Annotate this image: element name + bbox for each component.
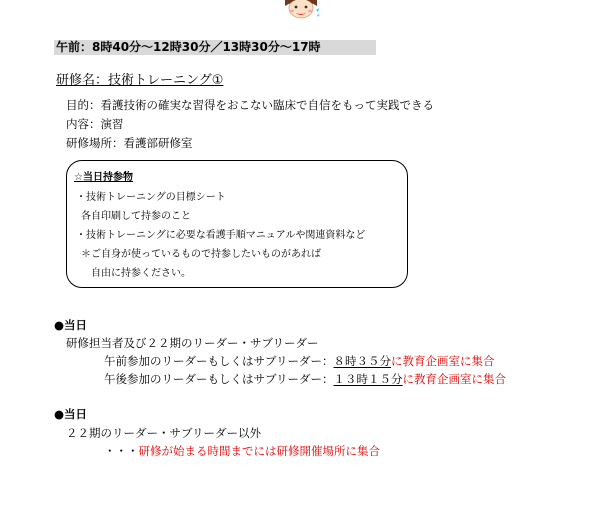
bring-item-line: 各自印刷して持参のこと [81,211,191,222]
am-leader-time: ８時３５分 [333,354,392,368]
pm-leader-place: に教育企画室に集合 [402,372,507,386]
training-title-text: 研修名：技術トレーニング① [56,73,224,88]
am-leader-line [104,353,495,369]
bring-item-line: ＊ご自身が使っているもので持参したいものがあれば [81,249,321,260]
day-section-2-subject: ２２期のリーダー・サブリーダー以外 [66,426,262,440]
am-leader-prefix: 午前参加のリーダーもしくはサブリーダー： [104,354,334,368]
instruction-text: 研修が始まる時間までには研修開催場所に集合 [138,444,380,458]
bring-item-line: ・技術トレーニングの目標シート [76,192,226,203]
time-range-banner: 午前：8時40分～12時30分／13時30分～17時 [54,40,376,55]
am-leader-place: に教育企画室に集合 [391,354,495,368]
day-section-2-heading: ●当日 [54,407,88,421]
training-content: 内容：演習 [66,117,124,131]
bring-item-line: ・技術トレーニングに必要な看護手順マニュアルや関連資料など [76,230,366,241]
day-section-1-subject: 研修担当者及び２２期のリーダー・サブリーダー [66,336,319,350]
training-purpose: 目的：看護技術の確実な習得をおこない臨床で自信をもって実践できる [66,98,434,112]
bring-item-line: 自由に持参ください。 [91,268,191,279]
nurse-face-icon [281,0,321,20]
day-section-1-heading: ●当日 [54,318,88,332]
pm-leader-prefix: 午後参加のリーダーもしくはサブリーダー： [104,372,334,386]
instruction-prefix: ・・・ [104,444,139,458]
bring-items-heading: ☆当日持参物 [74,172,133,183]
training-location: 研修場所：看護部研修室 [66,136,193,150]
day-section-2-instruction-line [104,443,380,459]
training-title [56,69,223,88]
pm-leader-time: １３時１５分 [333,372,403,386]
pm-leader-line [104,371,506,387]
